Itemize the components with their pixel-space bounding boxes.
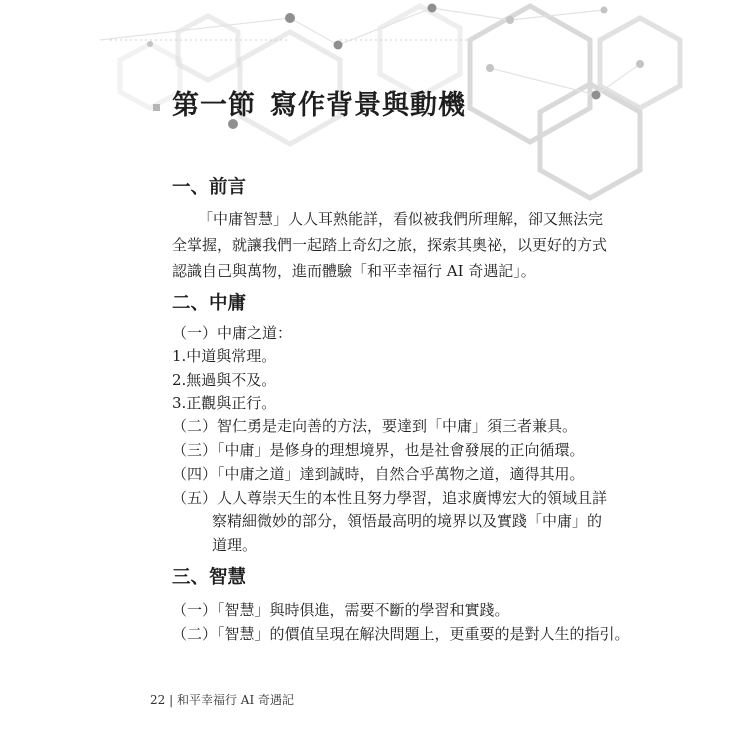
- list-item: （三）「中庸」是修身的理想境界，也是社會發展的正向循環。: [172, 441, 585, 459]
- list-item: 2.無過與不及。: [172, 371, 277, 389]
- section-number: 第一節: [172, 90, 256, 121]
- page-title: [172, 86, 466, 126]
- list-item: （一）中庸之道：: [172, 324, 293, 342]
- list-item: （二）智仁勇是走向善的方法，要達到「中庸」須三者兼具。: [172, 417, 578, 435]
- list-item-continuation: 道理。: [212, 536, 258, 554]
- section-heading-wisdom: 三、智慧: [172, 567, 247, 588]
- page-number: 22: [150, 693, 166, 707]
- section-title: 寫作背景與動機: [270, 90, 466, 121]
- list-item: （二）「智慧」的價值呈現在解決問題上，更重要的是對人生的指引。: [172, 625, 630, 643]
- page-footer: [150, 692, 294, 708]
- title-bullet-marker: [153, 104, 160, 111]
- list-item: （五）人人尊崇天生的本性且努力學習，追求廣博宏大的領域且詳: [172, 489, 608, 507]
- paragraph-line: 「中庸智慧」人人耳熟能詳，看似被我們所理解，卻又無法完: [198, 210, 604, 228]
- paragraph-line: 認識自己與萬物，進而體驗「和平幸福行 AI 奇遇記」。: [172, 262, 536, 280]
- book-title: 和平幸福行 AI 奇遇記: [176, 693, 295, 707]
- section-heading-preface: 一、前言: [172, 177, 247, 198]
- list-item: （四）「中庸之道」達到誠時，自然合乎萬物之道，適得其用。: [172, 465, 585, 483]
- footer-separator: |: [169, 693, 174, 707]
- list-item: 3.正觀與正行。: [172, 394, 277, 412]
- list-item: （一）「智慧」與時俱進，需要不斷的學習和實踐。: [172, 601, 510, 619]
- list-item: 1.中道與常理。: [172, 347, 277, 365]
- list-item-continuation: 察精細微妙的部分，領悟最高明的境界以及實踐「中庸」的: [212, 512, 603, 530]
- paragraph-line: 全掌握，就讓我們一起踏上奇幻之旅，探索其奧祕，以更好的方式: [172, 236, 608, 254]
- section-heading-zhongyong: 二、中庸: [172, 293, 247, 314]
